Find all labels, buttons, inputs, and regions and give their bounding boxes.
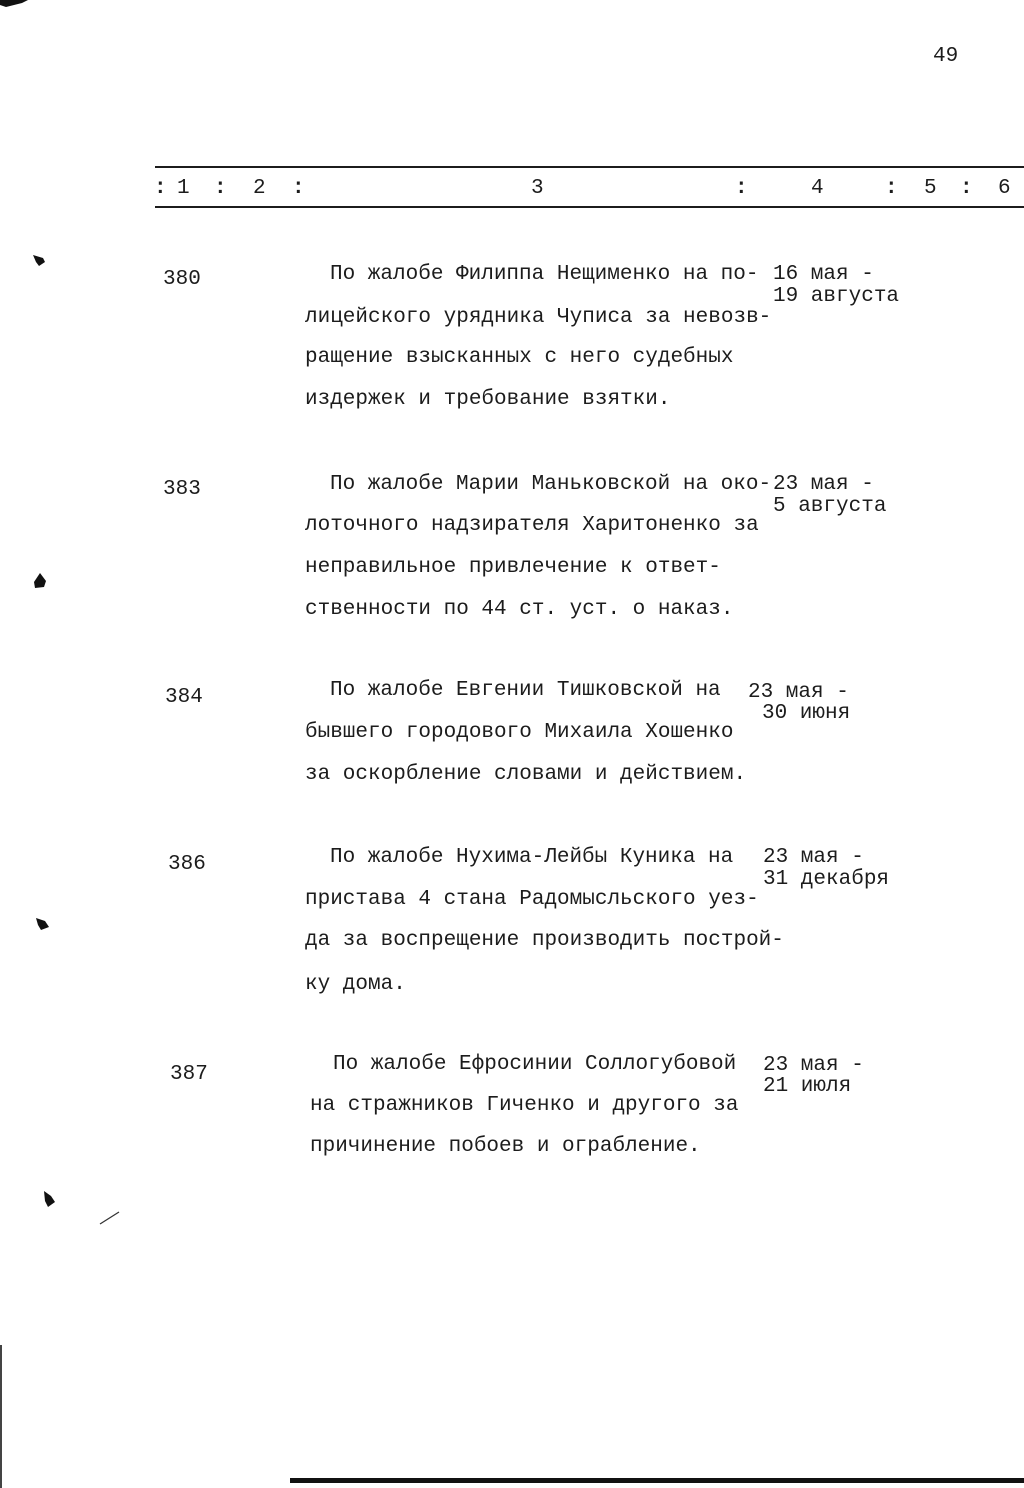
entry-text-line: По жалобе Филиппа Нещименко на по- — [330, 263, 759, 286]
entry-date-start: 23 мая - — [748, 681, 849, 704]
entry-text-line: причинение побоев и ограбление. — [310, 1135, 701, 1158]
entry-row — [0, 470, 1024, 625]
page-number: 49 — [933, 45, 959, 68]
table-header — [0, 168, 1024, 206]
entry-number: 386 — [168, 853, 206, 876]
entry-row — [0, 843, 1024, 1001]
corner-mark — [0, 0, 30, 10]
entry-date-end: 31 декабря — [763, 868, 890, 891]
header-separator: : — [214, 177, 227, 200]
entry-text-line: на стражников Гиченко и другого за — [310, 1094, 739, 1117]
entry-date-start: 23 мая - — [763, 846, 864, 869]
entry-text-line: неправильное привлечение к ответ- — [305, 556, 721, 579]
header-column-6: 6 — [998, 177, 1011, 200]
entry-text-line: лоточного надзирателя Харитоненко за — [305, 514, 759, 537]
entry-text-line: По жалобе Нухима-Лейбы Куника на — [330, 846, 734, 869]
entry-row — [0, 260, 1024, 415]
entry-row — [0, 676, 1024, 791]
header-rule-bottom — [155, 206, 1024, 208]
entry-text-line: По жалобе Марии Маньковской на око- — [330, 473, 772, 496]
header-separator: : — [885, 177, 898, 200]
entry-number: 383 — [163, 478, 201, 501]
entry-row — [0, 1050, 1024, 1162]
entry-number: 380 — [163, 268, 201, 291]
entry-text-line: да за воспрещение производить построй- — [305, 929, 784, 952]
entry-number: 387 — [170, 1063, 208, 1086]
header-column-1: 1 — [177, 177, 190, 200]
entry-date-end: 21 июля — [763, 1075, 852, 1098]
entry-date-end: 30 июня — [762, 702, 851, 725]
header-column-5: 5 — [924, 177, 937, 200]
entry-text-line: бывшего городового Михаила Хошенко — [305, 721, 734, 744]
binding-mark — [41, 1190, 57, 1208]
entry-date-start: 23 мая - — [763, 1054, 864, 1077]
entry-date-start: 16 мая - — [773, 263, 874, 286]
header-separator: : — [292, 177, 305, 200]
scan-edge-line — [0, 1345, 2, 1488]
header-column-4: 4 — [811, 177, 824, 200]
entry-text-line: По жалобе Ефросинии Соллогубовой — [333, 1053, 737, 1076]
header-column-3: 3 — [531, 177, 544, 200]
entry-date-start: 23 мая - — [773, 473, 874, 496]
entry-text-line: ственности по 44 ст. уст. о наказ. — [305, 598, 734, 621]
entry-text-line: пристава 4 стана Радомысльского уез- — [305, 888, 759, 911]
entry-number: 384 — [165, 686, 203, 709]
header-separator: : — [735, 177, 748, 200]
pen-stroke-mark — [98, 1206, 122, 1226]
header-separator: : — [154, 177, 167, 200]
entry-text-line: лицейского урядника Чуписа за невозв- — [305, 306, 772, 329]
entry-text-line: По жалобе Евгении Тишковской на — [330, 679, 721, 702]
entry-text-line: за оскорбление словами и действием. — [305, 763, 747, 786]
entry-date-end: 19 августа — [773, 285, 900, 308]
header-column-2: 2 — [253, 177, 266, 200]
footer-rule — [290, 1478, 1024, 1483]
header-separator: : — [960, 177, 973, 200]
entry-text-line: ращение взысканных с него судебных — [305, 346, 734, 369]
entry-date-end: 5 августа — [773, 495, 887, 518]
entry-text-line: издержек и требование взятки. — [305, 388, 671, 411]
entry-text-line: ку дома. — [305, 973, 406, 996]
